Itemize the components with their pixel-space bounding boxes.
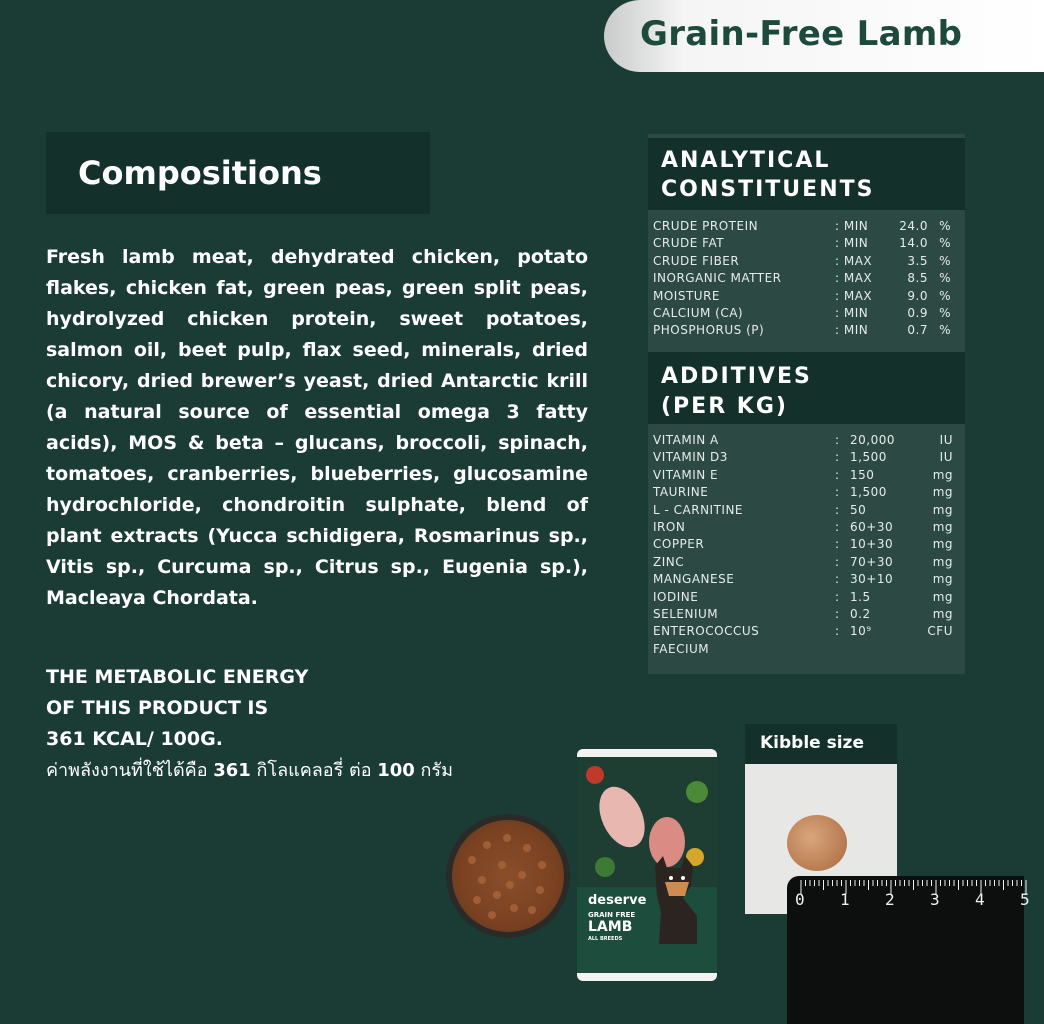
analytical-name: CRUDE FAT <box>653 236 725 251</box>
analytical-separator: : MAX <box>835 288 873 303</box>
kibble-size-label: Kibble size <box>760 733 864 753</box>
analytical-unit: % <box>939 288 951 303</box>
analytical-value: 9.0 <box>907 288 928 303</box>
additives-name: ENTEROCOCCUS <box>653 624 760 639</box>
analytical-name: CALCIUM (CA) <box>653 305 744 320</box>
ruler-number: 5 <box>1020 890 1030 909</box>
additives-name: COPPER <box>653 537 705 552</box>
analytical-unit: % <box>939 253 951 268</box>
compositions-text: Fresh lamb meat, dehydrated chicken, potato flakes, chicken fat, green peas, green split peas, hydrolyzed chicken protein, sweet potatoes, salmon oil, beet pulp, flax seed, minerals, dried chicory, dried brewer’s yeast, dried Antarctic krill (a natural source of essential omega 3 fatty acids), MOS & beta – glucans, broccoli, spinach, tomatoes, cranberries, blueberries, glucosamine hydrochloride, chondroitin sulphate, blend of plant extracts (Yucca schidigera, Rosmarinus sp., Vitis sp., Curcuma sp., Citrus sp., Eugenia sp.), Macleaya Chordata. <box>46 246 588 609</box>
additives-unit: mg <box>932 606 953 621</box>
additives-name: IRON <box>653 519 686 534</box>
ruler-number: 1 <box>840 890 850 909</box>
analytical-name: CRUDE FIBER <box>653 253 740 268</box>
analytical-unit: % <box>939 219 951 233</box>
ruler-number: 3 <box>930 890 940 909</box>
additives-unit: IU <box>939 433 953 447</box>
kibble-size-label-block <box>745 724 897 764</box>
analytical-name: CRUDE PROTEIN <box>653 219 759 233</box>
additives-name: VITAMIN E <box>653 467 719 482</box>
additives-name: MANGANESE <box>653 572 735 587</box>
additives-value: 1,500 <box>850 485 887 500</box>
analytical-value: 14.0 <box>899 236 928 251</box>
additives-unit: mg <box>932 554 953 569</box>
analytical-heading-2: CONSTITUENTS <box>661 177 875 202</box>
title-banner <box>604 0 1044 72</box>
analytical-separator: : MIN <box>835 305 869 320</box>
energy-line-2: OF THIS PRODUCT IS <box>46 697 269 719</box>
additives-unit: mg <box>932 537 953 552</box>
analytical-unit: % <box>939 305 951 320</box>
additives-unit: mg <box>932 467 953 482</box>
kibble-piece <box>787 815 847 871</box>
additives-value: 70+30 <box>850 554 894 569</box>
additives-separator: : <box>835 606 840 621</box>
additives-separator: : <box>835 502 840 517</box>
additives-unit: CFU <box>927 624 953 639</box>
analytical-name: INORGANIC MATTER <box>653 271 782 286</box>
additives-name: TAURINE <box>653 485 709 500</box>
energy-thai-a: ค่าพลังงานที่ใช้ได้คือ <box>46 760 214 781</box>
additives-value: 1,500 <box>850 450 887 465</box>
additives-name: ZINC <box>653 554 685 569</box>
analytical-unit: % <box>939 271 951 286</box>
analytical-separator: : MAX <box>835 271 873 286</box>
additives-separator: : <box>835 467 840 482</box>
additives-name: L - CARNITINE <box>653 502 744 517</box>
package-brand: deserve <box>588 893 647 908</box>
analytical-unit: % <box>939 236 951 251</box>
additives-unit: mg <box>932 502 953 517</box>
additives-value: 150 <box>850 467 875 482</box>
additives-value: 20,000 <box>850 433 895 447</box>
kibble-bowl-contents <box>452 820 564 932</box>
metabolic-energy <box>46 662 453 786</box>
additives-separator: : <box>835 572 840 587</box>
analytical-name: PHOSPHORUS (P) <box>653 323 765 338</box>
additives-separator: : <box>835 519 840 534</box>
additives-separator: : <box>835 589 840 604</box>
additives-unit: mg <box>932 519 953 534</box>
additives-unit: mg <box>932 589 953 604</box>
analytical-value: 0.7 <box>907 323 928 338</box>
package-flavor: LAMB <box>588 919 633 935</box>
additives-separator: : <box>835 485 840 500</box>
compositions-heading-block <box>46 132 430 214</box>
additives-separator: : <box>835 624 840 639</box>
additives-value: 30+10 <box>850 572 894 587</box>
compositions-heading: Compositions <box>78 154 322 192</box>
analytical-value: 0.9 <box>907 305 928 320</box>
analytical-separator: : MAX <box>835 253 873 268</box>
analytical-value: 8.5 <box>907 271 928 286</box>
additives-value: 1.5 <box>850 589 871 604</box>
additives-value: 60+30 <box>850 519 894 534</box>
energy-thai-d: 100 <box>377 760 415 781</box>
analytical-value: 3.5 <box>907 253 928 268</box>
energy-line-1: THE METABOLIC ENERGY <box>46 666 309 688</box>
additives-unit: IU <box>939 450 953 465</box>
energy-thai-e: กรัม <box>414 760 453 781</box>
additives-separator: : <box>835 554 840 569</box>
energy-thai-c: กิโลแคลอรี่ ต่อ <box>250 760 378 781</box>
additives-separator: : <box>835 537 840 552</box>
ruler-number: 4 <box>975 890 985 909</box>
ruler-number: 2 <box>885 890 895 909</box>
additives-unit: mg <box>932 485 953 500</box>
energy-line-3: 361 KCAL/ 100G. <box>46 728 223 750</box>
ruler <box>787 876 1030 1024</box>
ruler-ticks <box>791 880 1024 894</box>
analytical-separator: : MIN <box>835 219 869 233</box>
additives-separator: : <box>835 450 840 465</box>
package-dog-illustration <box>645 856 707 946</box>
ruler-number: 0 <box>795 890 805 909</box>
additives-value: 10⁹ <box>850 624 872 639</box>
additives-name: SELENIUM <box>653 606 719 621</box>
page-title: Grain-Free Lamb <box>640 14 963 54</box>
additives-name: VITAMIN D3 <box>653 450 728 465</box>
additives-unit: mg <box>932 572 953 587</box>
additives-heading-1: ADDITIVES <box>661 364 812 389</box>
package-line: GRAIN FREE <box>588 911 636 919</box>
energy-thai-line <box>46 755 453 786</box>
analytical-value: 24.0 <box>899 219 928 233</box>
additives-name: FAECIUM <box>653 641 710 656</box>
additives-heading-2: (PER KG) <box>661 394 788 419</box>
additives-value: 0.2 <box>850 606 871 621</box>
additives-value: 50 <box>850 502 867 517</box>
additives-separator: : <box>835 433 840 447</box>
analytical-heading-1: ANALYTICAL <box>661 148 831 173</box>
energy-thai-b: 361 <box>213 760 251 781</box>
analytical-heading-block <box>648 138 965 210</box>
analytical-unit: % <box>939 323 951 338</box>
additives-value: 10+30 <box>850 537 894 552</box>
analytical-name: MOISTURE <box>653 288 720 303</box>
analytical-separator: : MIN <box>835 236 869 251</box>
additives-name: IODINE <box>653 589 699 604</box>
additives-name: VITAMIN A <box>653 433 719 447</box>
additives-heading-block <box>648 352 965 424</box>
package-sub: ALL BREEDS <box>588 936 623 942</box>
analytical-separator: : MIN <box>835 323 869 338</box>
